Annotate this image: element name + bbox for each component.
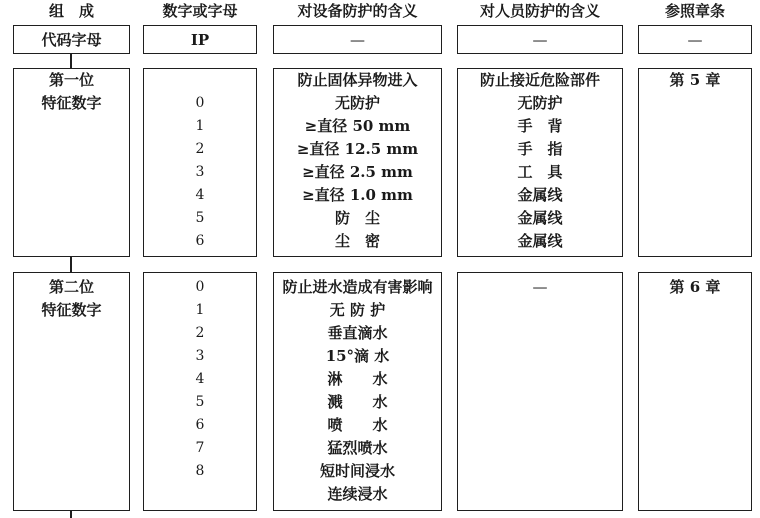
digit-item: 5 xyxy=(195,210,205,226)
equipment-meaning-item: 15°滴 水 xyxy=(325,347,390,365)
column-header-composition: 组 成 xyxy=(48,2,94,20)
personnel-meaning-item: 金属线 xyxy=(517,232,563,250)
code-letters-label-cell xyxy=(13,25,130,54)
equipment-meaning-item: ≥直径 12.5 mm xyxy=(296,140,419,158)
equipment-meaning-item: 防 尘 xyxy=(334,209,380,227)
section1-digits-cell xyxy=(143,68,257,257)
connector-line-3 xyxy=(70,511,72,518)
code-letters-reference-cell xyxy=(638,25,752,54)
personnel-meaning-item: 手 指 xyxy=(517,140,563,158)
digit-item: 3 xyxy=(195,348,205,364)
equipment-meaning-item: 猛烈喷水 xyxy=(327,439,388,457)
section2-label-line2: 特征数字 xyxy=(41,301,102,319)
personnel-meaning-item: 手 背 xyxy=(517,117,563,135)
personnel-meaning-item: 金属线 xyxy=(517,186,563,204)
equipment-meaning-item: 溅 水 xyxy=(327,393,388,411)
digit-item: 5 xyxy=(195,394,205,410)
personnel-meaning-item: 金属线 xyxy=(517,209,563,227)
section1-reference: 第 5 章 xyxy=(669,71,721,89)
digit-item: 2 xyxy=(195,325,205,341)
code-letters-equipment-cell xyxy=(273,25,442,54)
equipment-meaning-item: ≥直径 50 mm xyxy=(304,117,411,135)
section1-label-line2: 特征数字 xyxy=(41,94,102,112)
digit-item: 7 xyxy=(195,440,205,456)
section2-label-line1: 第二位 xyxy=(48,278,94,296)
column-header-equipment-meaning: 对设备防护的含义 xyxy=(297,2,418,20)
digit-item: 8 xyxy=(195,463,205,479)
digit-item: 4 xyxy=(195,371,205,387)
code-letters-value: IP xyxy=(190,30,210,49)
personnel-meaning-item: 工 具 xyxy=(517,163,563,181)
column-header-numeral-or-letter: 数字或字母 xyxy=(162,2,238,20)
section2-label-cell xyxy=(13,272,130,511)
column-header-personnel-meaning: 对人员防护的含义 xyxy=(479,2,600,20)
code-letters-value-cell xyxy=(143,25,257,54)
digit-item: 1 xyxy=(195,302,205,318)
digit-item: 3 xyxy=(195,164,205,180)
equipment-meaning-item: 尘 密 xyxy=(334,232,380,250)
section1-reference-cell xyxy=(638,68,752,257)
personnel-meaning-item: 无防护 xyxy=(517,94,563,112)
personnel-meaning-title: 防止接近危险部件 xyxy=(479,71,600,89)
equipment-meaning-item: 无防护 xyxy=(334,94,380,112)
equipment-meaning-title: 防止进水造成有害影响 xyxy=(282,278,433,296)
section2-reference: 第 6 章 xyxy=(669,278,721,296)
equipment-meaning-item: 喷 水 xyxy=(327,416,388,434)
code-letters-personnel-dash: — xyxy=(532,30,548,49)
code-letters-equipment-dash: — xyxy=(350,30,365,49)
section1-label-line1: 第一位 xyxy=(48,71,94,89)
digit-item: 2 xyxy=(195,141,205,157)
equipment-meaning-item: 淋 水 xyxy=(327,370,388,388)
equipment-meaning-item: ≥直径 2.5 mm xyxy=(302,163,413,181)
code-letters-personnel-cell xyxy=(457,25,623,54)
code-letters-label: 代码字母 xyxy=(41,31,102,49)
digit-item: 6 xyxy=(195,233,205,249)
section2-personnel-cell xyxy=(457,272,623,511)
connector-line-2 xyxy=(70,257,72,272)
section2-reference-cell xyxy=(638,272,752,511)
section1-equipment-cell xyxy=(273,68,442,257)
section2-digits-cell xyxy=(143,272,257,511)
column-header-reference: 参照章条 xyxy=(664,2,725,20)
digit-item: 4 xyxy=(195,187,205,203)
section1-label-cell xyxy=(13,68,130,257)
digit-item: 1 xyxy=(195,118,205,134)
digit-item: 6 xyxy=(195,417,205,433)
equipment-meaning-item: 垂直滴水 xyxy=(327,324,388,342)
code-letters-reference-dash: — xyxy=(687,30,703,49)
equipment-meaning-item: ≥直径 1.0 mm xyxy=(302,186,413,204)
equipment-meaning-item: 无 防 护 xyxy=(329,301,386,319)
equipment-meaning-item: 短时间浸水 xyxy=(319,462,395,480)
section1-personnel-cell xyxy=(457,68,623,257)
digit-item: 0 xyxy=(195,95,205,111)
digit-item: 0 xyxy=(195,279,205,295)
connector-line-1 xyxy=(70,54,72,68)
equipment-meaning-item: 连续浸水 xyxy=(327,485,388,503)
equipment-meaning-title: 防止固体异物进入 xyxy=(297,71,418,89)
section2-personnel-dash: — xyxy=(532,278,548,296)
section2-equipment-cell xyxy=(273,272,442,511)
